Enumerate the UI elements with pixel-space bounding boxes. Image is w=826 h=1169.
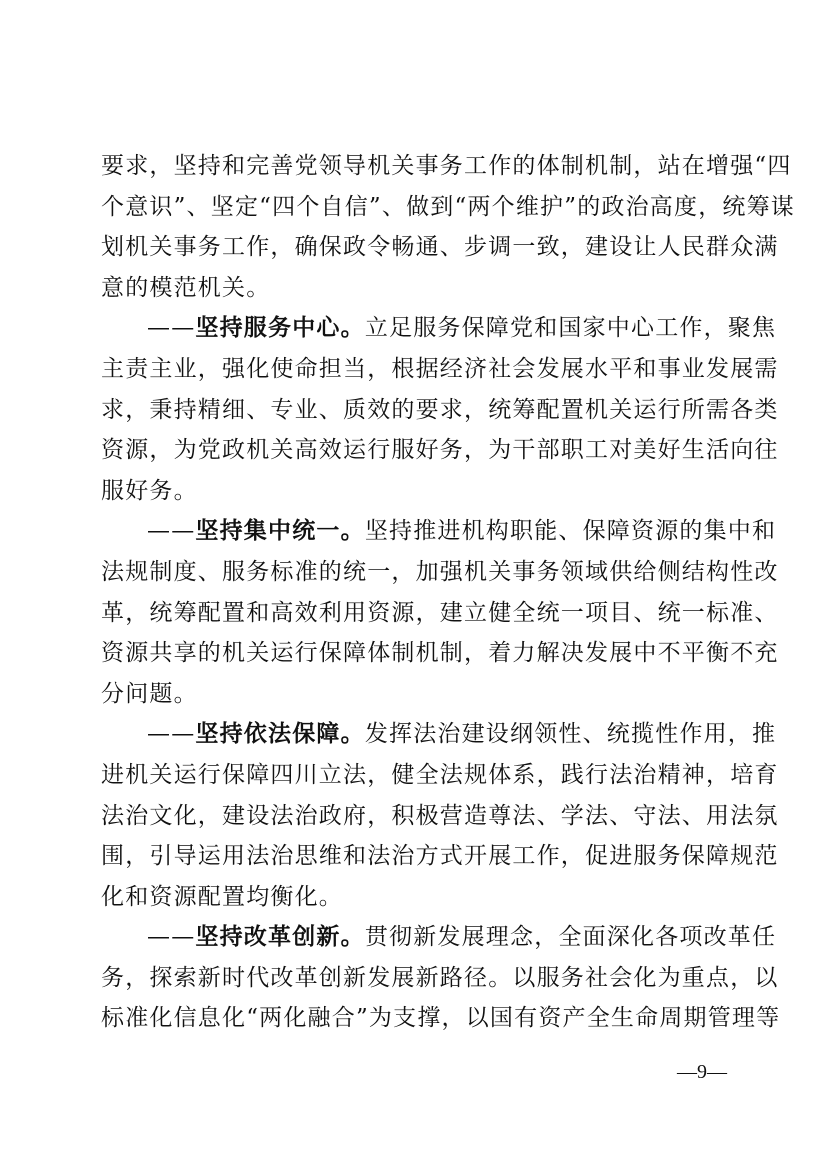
paragraph-first-line [101, 714, 777, 755]
text-line: 进机关运行保障四川立法，健全法规体系，践行法治精神，培育 [101, 761, 779, 788]
text-line: 服好务。 [101, 477, 198, 504]
paragraph-first-line [101, 308, 777, 349]
paragraph-first-line [101, 917, 777, 958]
page-number: —9— [677, 1061, 727, 1083]
paragraph-heading: 坚持改革创新。 [195, 924, 365, 951]
paragraph-first-line [101, 511, 777, 552]
text-line: 标准化信息化“两化融合”为支撑，以国有资产全生命周期管理等 [101, 1005, 781, 1032]
text-line: 资源共享的机关运行保障体制机制，着力解决发展中不平衡不充 [101, 640, 779, 667]
dash-lead: —— [147, 721, 196, 748]
text-line: 主责主业，强化使命担当，根据经济社会发展水平和事业发展需 [101, 355, 779, 382]
paragraph-heading: 坚持服务中心。 [195, 315, 365, 342]
text-line: 资源，为党政机关高效运行服好务，为干部职工对美好生活向往 [101, 437, 779, 464]
text-line: 个意识”、坚定“四个自信”、做到“两个维护”的政治高度，统筹谋 [101, 193, 795, 220]
text-line: 要求，坚持和完善党领导机关事务工作的体制机制，站在增强“四 [101, 153, 792, 179]
text-line: 划机关事务工作，确保政令畅通、步调一致，建设让人民群众满 [101, 234, 779, 261]
dash-lead: —— [147, 518, 196, 545]
text-line: 分问题。 [101, 680, 198, 707]
text-line: 化和资源配置均衡化。 [101, 883, 343, 910]
dash-lead: —— [147, 315, 196, 342]
text-line: 围，引导运用法治思维和法治方式开展工作，促进服务保障规范 [101, 843, 779, 870]
text-line: 务，探索新时代改革创新发展新路径。以服务社会化为重点，以 [101, 964, 779, 991]
dash-lead: —— [147, 924, 196, 951]
text-line: 法治文化，建设法治政府，积极营造尊法、学法、守法、用法氛 [101, 802, 779, 829]
text-span: 发挥法治建设纲领性、统揽性作用，推 [364, 721, 777, 748]
paragraph-heading: 坚持集中统一。 [195, 518, 365, 545]
paragraph-heading: 坚持依法保障。 [195, 721, 365, 748]
text-line: 革，统筹配置和高效利用资源，建立健全统一项目、统一标准、 [101, 599, 779, 626]
text-span: 贯彻新发展理念，全面深化各项改革任 [364, 924, 777, 951]
text-span: 立足服务保障党和国家中心工作，聚焦 [364, 315, 777, 342]
text-line: 意的模范机关。 [101, 274, 271, 301]
text-span: 坚持推进机构职能、保障资源的集中和 [364, 518, 777, 545]
text-line: 法规制度、服务标准的统一，加强机关事务领域供给侧结构性改 [101, 558, 779, 585]
body-text [101, 146, 795, 1039]
text-line: 求，秉持精细、专业、质效的要求，统筹配置机关运行所需各类 [101, 396, 779, 423]
